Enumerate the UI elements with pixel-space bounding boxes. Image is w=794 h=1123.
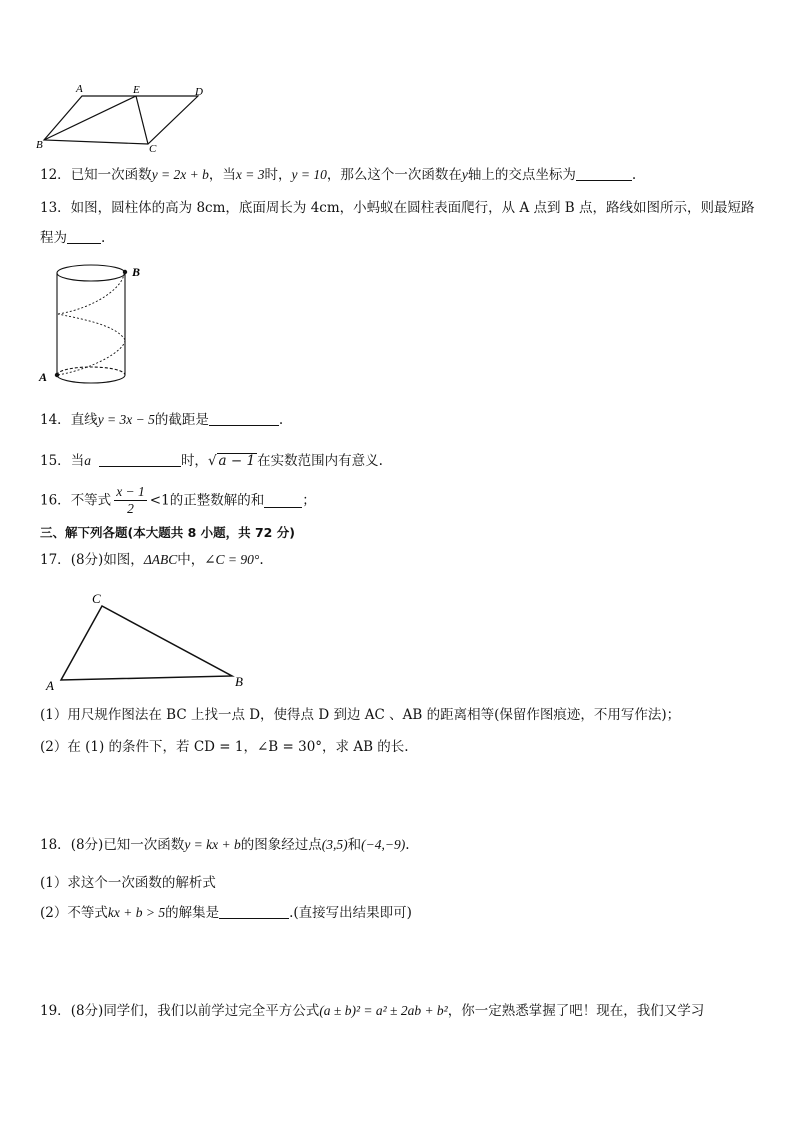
text: .	[101, 230, 106, 246]
text: .	[405, 837, 410, 853]
fraction-denominator: 2	[127, 501, 134, 516]
question-12	[40, 166, 636, 184]
question-17-part2: (2）在 (1) 的条件下，若 CD = 1，∠B = 30°，求 AB 的长.	[40, 739, 409, 755]
formula: y = kx + b	[184, 837, 241, 852]
text: .	[278, 412, 284, 428]
question-number: 18．	[40, 837, 71, 853]
triangle-ABC	[61, 606, 232, 680]
label-C: C	[92, 591, 101, 606]
label-C: C	[149, 143, 157, 154]
label-B: B	[36, 139, 43, 151]
label-B: B	[235, 674, 243, 689]
text: 轴上的交点坐标为	[467, 167, 576, 183]
formula: (a ± b)² = a² ± 2ab + b²	[319, 1003, 448, 1018]
text: 时，	[264, 167, 292, 183]
text: 中，	[177, 552, 205, 568]
section-heading: 三、解下列各题(本大题共 8 小题，共 72 分)	[40, 525, 295, 540]
question-number: 17．	[40, 552, 71, 568]
text: 直线	[70, 412, 98, 428]
formula: y = 3x − 5	[97, 412, 155, 427]
text: ，那么这个一次函数在	[326, 167, 462, 183]
answer-blank	[209, 411, 279, 426]
text: 在实数范围内有意义.	[257, 453, 383, 469]
question-number: 16．	[40, 492, 71, 509]
formula: a	[84, 453, 91, 468]
question-16	[40, 484, 316, 517]
text: .	[259, 552, 264, 568]
text: 的解集是	[165, 905, 220, 921]
label-D: D	[195, 86, 203, 98]
question-18-part1: (1）求这个一次函数的解析式	[40, 875, 216, 891]
text: 当	[70, 453, 85, 469]
formula: y	[461, 167, 468, 182]
question-13-line1: 13．如图，圆柱体的高为 8cm，底面周长为 4cm，小蚂蚁在圆柱表面爬行，从 A 点到 B 点，路线如图所示，则最短路	[40, 200, 755, 216]
triangle-figure	[40, 590, 252, 694]
text: 和	[347, 837, 362, 853]
question-17	[40, 551, 264, 569]
text: .(直接写出结果即可)	[289, 905, 412, 921]
ant-path-front	[58, 272, 125, 375]
fraction	[114, 484, 147, 517]
cylinder-top	[57, 265, 125, 281]
question-18-part2	[40, 904, 412, 922]
question-19	[40, 1002, 704, 1020]
text: <1的正整数解的和	[149, 492, 265, 509]
label-E: E	[133, 84, 140, 96]
text: .	[631, 167, 637, 183]
ant-path-back	[58, 314, 125, 340]
text: 的图象经过点	[240, 837, 322, 853]
question-18	[40, 836, 410, 854]
formula: x = 3	[235, 167, 265, 182]
sqrt-sign: √	[207, 453, 217, 469]
score: (8分)	[70, 552, 104, 568]
formula: a − 1	[218, 453, 256, 469]
cylinder-bottom-front	[57, 375, 125, 383]
score: (8分)	[70, 1003, 104, 1019]
formula: (3,5)	[321, 837, 348, 852]
text: 时，	[180, 453, 208, 469]
question-13-line2	[40, 229, 105, 247]
answer-blank	[264, 493, 302, 508]
label-A: A	[39, 370, 48, 384]
label-A: A	[46, 678, 54, 693]
text: 程为	[40, 230, 67, 246]
formula: y = 10	[291, 167, 327, 182]
question-17-part1: (1）用尺规作图法在 BC 上找一点 D，使得点 D 到边 AC 、AB 的距离相等(保留作图痕迹，不用写作法)；	[40, 707, 681, 723]
label-B: B	[132, 265, 141, 279]
text: ，当	[208, 167, 236, 183]
point-A	[55, 373, 59, 377]
score: (8分)	[70, 837, 104, 853]
text: 如图，	[103, 552, 144, 568]
text: ，你一定熟悉掌握了吧！现在，我们又学习	[447, 1003, 705, 1019]
text: (2）不等式	[40, 905, 108, 921]
segment-EC	[136, 96, 148, 144]
answer-blank	[99, 452, 181, 467]
formula: ∠C = 90°	[204, 552, 260, 567]
answer-blank	[219, 904, 289, 919]
text: 的截距是	[154, 412, 209, 428]
formula: kx + b > 5	[107, 905, 166, 920]
segment-BE	[44, 96, 136, 140]
question-15	[40, 452, 383, 470]
text: ；	[302, 492, 316, 509]
formula: y = 2x + b	[151, 167, 209, 182]
formula: (−4,−9)	[361, 837, 406, 852]
question-number: 14．	[40, 412, 71, 428]
answer-blank	[576, 166, 632, 181]
question-number: 12．	[40, 167, 71, 183]
text: 同学们，我们以前学过完全平方公式	[103, 1003, 320, 1019]
text: 不等式	[70, 492, 112, 509]
text: 已知一次函数	[70, 167, 152, 183]
text: 已知一次函数	[103, 837, 185, 853]
cylinder-figure	[36, 260, 154, 390]
question-number: 19．	[40, 1003, 71, 1019]
fraction-numerator: x − 1	[116, 484, 145, 499]
label-A: A	[76, 83, 83, 95]
parallelogram-figure	[36, 82, 216, 154]
question-14	[40, 411, 283, 429]
formula: ΔABC	[143, 552, 178, 567]
answer-blank	[67, 229, 101, 244]
point-B	[123, 270, 127, 274]
cylinder-bottom-back	[57, 367, 125, 375]
question-number: 15．	[40, 453, 71, 469]
